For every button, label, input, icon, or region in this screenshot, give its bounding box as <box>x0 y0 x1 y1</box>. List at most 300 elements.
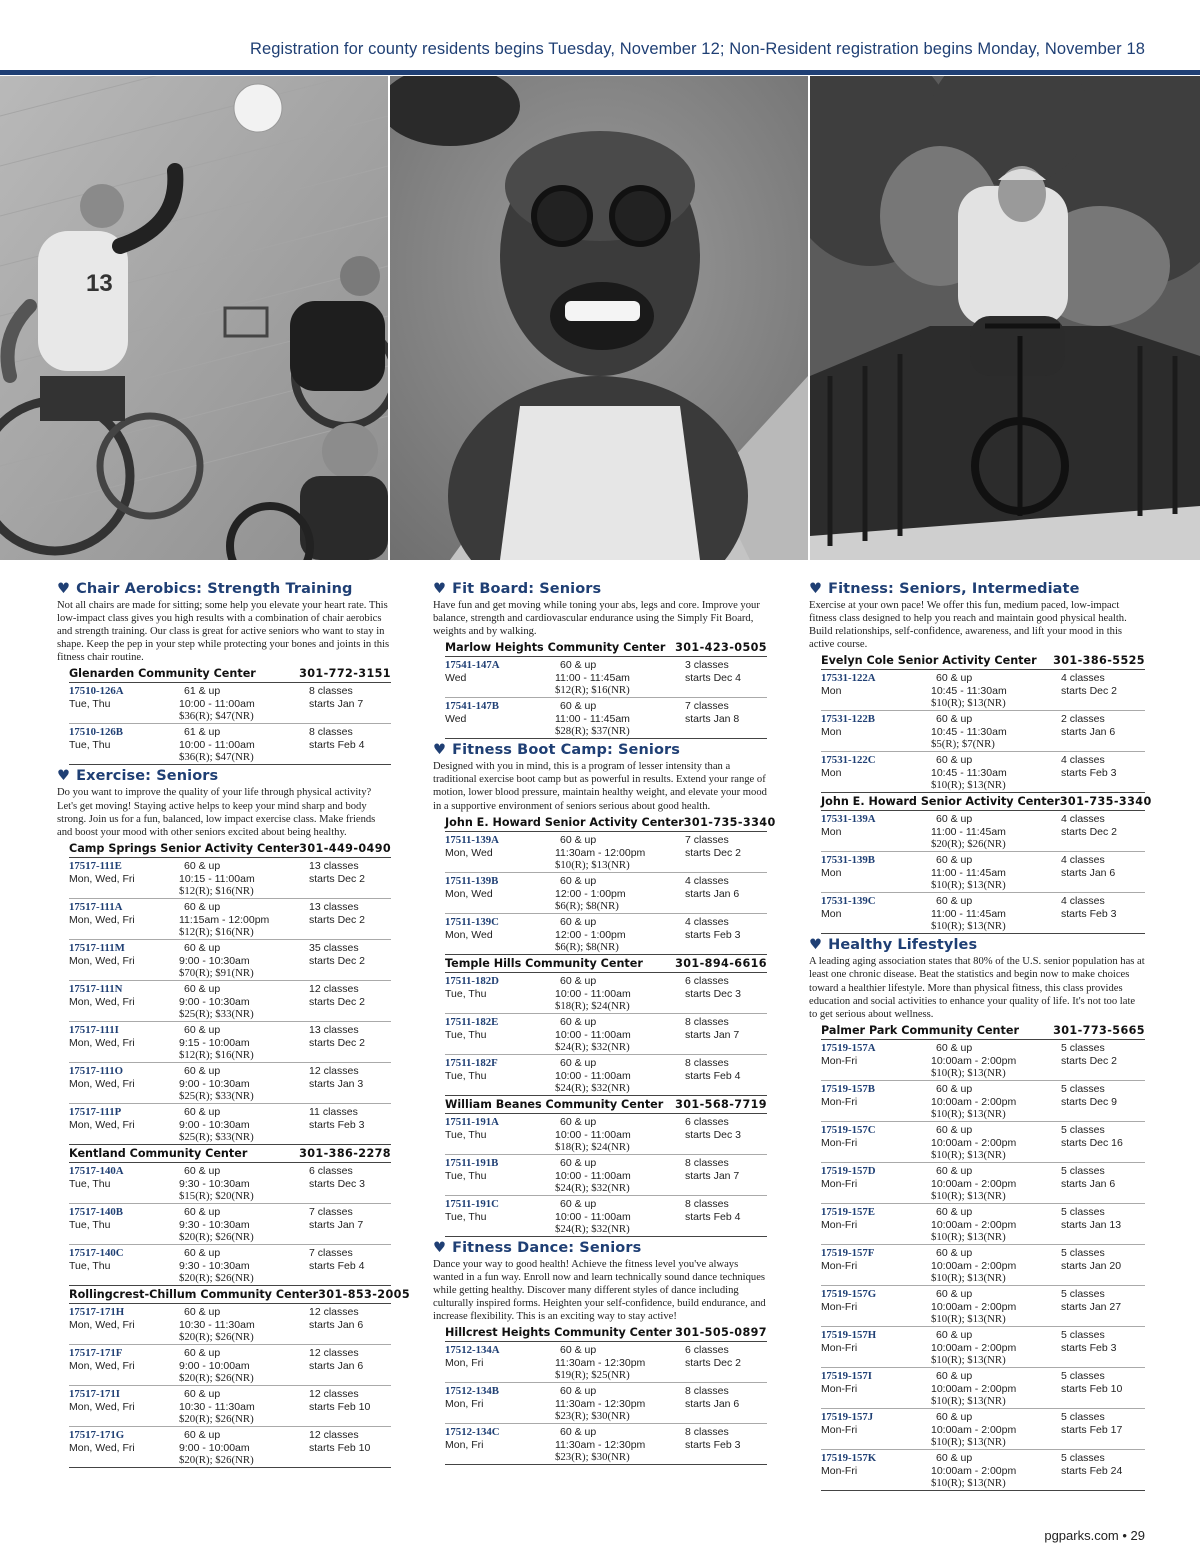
class-days: Mon-Fri <box>821 1423 858 1436</box>
class-row <box>69 940 391 981</box>
class-start: starts Feb 4 <box>309 739 365 752</box>
venue-phone: 301-735-3340 <box>683 815 776 829</box>
class-start: starts Dec 4 <box>685 672 742 685</box>
section-title <box>433 581 767 597</box>
class-row <box>69 1386 391 1427</box>
class-count: 8 classes <box>309 685 353 698</box>
class-time: 10:00 - 11:00am <box>555 1210 631 1223</box>
class-age: 60 & up <box>184 1064 221 1077</box>
venue-block <box>69 840 391 1145</box>
class-fee: $19(R); $25(NR) <box>555 1369 630 1382</box>
venue-block <box>69 665 391 765</box>
class-time: 10:30 - 11:30am <box>179 1318 255 1331</box>
class-code[interactable]: 17511-191C <box>445 1197 499 1210</box>
class-time: 12:00 - 1:00pm <box>555 887 626 900</box>
class-count: 12 classes <box>309 982 359 995</box>
class-age: 60 & up <box>184 1164 221 1177</box>
class-age: 60 & up <box>560 1115 597 1128</box>
class-time: 9:00 - 10:00am <box>179 1441 250 1454</box>
class-code[interactable]: 17517-171F <box>69 1346 123 1359</box>
class-list <box>69 1163 391 1286</box>
class-time: 11:30am - 12:30pm <box>555 1398 646 1411</box>
venue-header <box>445 639 767 657</box>
section-title-text: Fit Board: Seniors <box>452 581 602 597</box>
class-start: starts Jan 7 <box>309 698 364 711</box>
venue-block <box>445 955 767 1096</box>
class-days: Mon, Wed, Fri <box>69 1441 135 1454</box>
class-code[interactable]: 17519-157I <box>821 1369 872 1382</box>
class-fee: $23(R); $30(NR) <box>555 1410 630 1423</box>
class-days: Mon, Wed <box>445 887 493 900</box>
class-section <box>809 581 1152 934</box>
class-code[interactable]: 17510-126A <box>69 685 124 698</box>
venue-name: Kentland Community Center <box>69 1146 248 1160</box>
class-days: Tue, Thu <box>445 1128 487 1141</box>
class-fee: $24(R); $32(NR) <box>555 1040 630 1053</box>
class-age: 60 & up <box>560 659 597 672</box>
class-row <box>445 1424 767 1465</box>
class-fee: $20(R); $26(NR) <box>931 838 1006 851</box>
class-time: 10:00 - 11:00am <box>179 739 255 752</box>
class-code[interactable]: 17519-157G <box>821 1287 877 1300</box>
class-time: 10:00am - 2:00pm <box>931 1177 1017 1190</box>
class-time: 10:00 - 11:00am <box>555 1028 631 1041</box>
class-row <box>445 1114 767 1155</box>
class-code[interactable]: 17511-139B <box>445 874 499 887</box>
venue-header <box>445 1096 767 1114</box>
class-time: 9:30 - 10:30am <box>179 1218 250 1231</box>
class-start: starts Jan 6 <box>685 1398 740 1411</box>
heart-icon: ♥ <box>57 581 71 597</box>
class-age: 60 & up <box>936 1164 973 1177</box>
class-time: 11:30am - 12:30pm <box>555 1439 646 1452</box>
class-row <box>821 852 1145 893</box>
class-days: Tue, Thu <box>445 1169 487 1182</box>
class-age: 60 & up <box>936 1246 973 1259</box>
class-code[interactable]: 17531-139C <box>821 895 876 908</box>
class-count: 5 classes <box>1061 1123 1105 1136</box>
class-age: 60 & up <box>560 1385 597 1398</box>
class-time: 10:30 - 11:30am <box>179 1400 255 1413</box>
class-row <box>445 973 767 1014</box>
class-start: starts Jan 13 <box>1061 1218 1122 1231</box>
class-start: starts Dec 3 <box>309 1177 366 1190</box>
class-days: Tue, Thu <box>69 1218 111 1231</box>
class-time: 11:00 - 11:45am <box>555 713 630 726</box>
heart-icon: ♥ <box>57 768 71 785</box>
class-code[interactable]: 17519-157A <box>821 1041 876 1054</box>
class-days: Tue, Thu <box>69 698 111 711</box>
venue-header <box>821 652 1145 670</box>
section-description: Have fun and get moving while toning your abs, legs and core. Improve your balance, strength and cardiovascular endurance using the Simply Fit Board, weights and by walking. <box>433 600 760 638</box>
class-count: 4 classes <box>685 874 729 887</box>
venue-name: William Beanes Community Center <box>445 1097 664 1111</box>
class-count: 8 classes <box>685 1426 729 1439</box>
class-time: 11:15am - 12:00pm <box>179 913 270 926</box>
class-row <box>821 1409 1145 1450</box>
column-2 <box>433 578 776 1465</box>
class-days: Tue, Thu <box>445 987 487 1000</box>
class-time: 10:00am - 2:00pm <box>931 1218 1017 1231</box>
class-code[interactable]: 17519-157D <box>821 1164 876 1177</box>
class-count: 5 classes <box>1061 1410 1105 1423</box>
class-time: 11:00 - 11:45am <box>931 826 1006 839</box>
class-days: Mon, Wed, Fri <box>69 872 135 885</box>
class-days: Mon, Fri <box>445 1398 484 1411</box>
venue-block <box>445 639 767 739</box>
venue-phone: 301-772-3151 <box>299 667 391 681</box>
class-fee: $24(R); $32(NR) <box>555 1081 630 1094</box>
class-days: Mon, Wed, Fri <box>69 1359 135 1372</box>
class-time: 9:00 - 10:30am <box>179 1077 250 1090</box>
venue-phone: 301-386-2278 <box>299 1146 391 1160</box>
column-3 <box>809 578 1152 1491</box>
class-count: 8 classes <box>685 1056 729 1069</box>
class-section <box>433 581 767 739</box>
class-age: 60 & up <box>184 1246 221 1259</box>
class-code[interactable]: 17531-122B <box>821 713 875 726</box>
venue-header <box>821 1022 1145 1040</box>
class-time: 10:00am - 2:00pm <box>931 1054 1017 1067</box>
class-code[interactable]: 17531-139A <box>821 813 876 826</box>
class-code[interactable]: 17519-157E <box>821 1205 875 1218</box>
class-code[interactable]: 17519-157H <box>821 1328 877 1341</box>
class-time: 11:30am - 12:30pm <box>555 1357 646 1370</box>
class-code[interactable]: 17517-111E <box>69 859 122 872</box>
venue-block <box>445 1096 767 1237</box>
class-start: starts Jan 7 <box>685 1169 740 1182</box>
class-fee: $20(R); $26(NR) <box>179 1371 254 1384</box>
venue-block <box>69 1286 411 1468</box>
class-age: 60 & up <box>936 672 973 685</box>
section-description: Not all chairs are made for sitting; some help you elevate your heart rate. This low-impact class gives you high results with a combination of chair aerobics and strength training. Our class is great for active seniors who want to stay in shape. Keep the pep in your step while protecting your bones and joints in this fitness chair routine. <box>57 600 390 664</box>
class-time: 10:45 - 11:30am <box>931 767 1007 780</box>
class-count: 5 classes <box>1061 1246 1105 1259</box>
class-fee: $12(R); $16(NR) <box>555 684 630 697</box>
class-code[interactable]: 17510-126B <box>69 726 123 739</box>
class-time: 10:00 - 11:00am <box>179 698 255 711</box>
class-row <box>821 1122 1145 1163</box>
section-description: Dance your way to good health! Achieve the fitness level you've always wanted in a fun way. Enroll now and learn technically sound dance techniques while getting healthy. Discover many different styles of dance including culturally inspired forms. Heighten your self-confidence, build endurance, and increase flexibility. This is an exciting way to stay active! <box>433 1258 766 1323</box>
class-fee: $10(R); $13(NR) <box>931 1353 1006 1366</box>
class-row <box>445 1383 767 1424</box>
class-count: 5 classes <box>1061 1082 1105 1095</box>
heart-icon: ♥ <box>433 742 447 759</box>
class-code[interactable]: 17512-134C <box>445 1426 500 1439</box>
section-title-text: Fitness: Seniors, Intermediate <box>828 581 1080 597</box>
class-row <box>69 981 391 1022</box>
class-start: starts Dec 2 <box>685 1357 742 1370</box>
class-age: 60 & up <box>560 974 597 987</box>
class-start: starts Feb 10 <box>309 1400 371 1413</box>
svg-text:13: 13 <box>86 270 113 297</box>
class-fee: $10(R); $13(NR) <box>931 1189 1006 1202</box>
class-row <box>445 1155 767 1196</box>
class-code[interactable]: 17517-140B <box>69 1205 123 1218</box>
class-days: Mon <box>821 767 842 780</box>
class-age: 60 & up <box>936 1082 973 1095</box>
class-count: 13 classes <box>309 859 359 872</box>
venue-header <box>69 665 391 683</box>
class-start: starts Dec 3 <box>685 1128 742 1141</box>
class-row <box>445 657 767 698</box>
class-code[interactable]: 17512-134A <box>445 1344 500 1357</box>
class-time: 10:00 - 11:00am <box>555 1069 631 1082</box>
venue-block <box>445 814 776 955</box>
class-start: starts Jan 7 <box>309 1218 364 1231</box>
class-count: 8 classes <box>685 1015 729 1028</box>
venue-name: Glenarden Community Center <box>69 667 256 681</box>
class-fee: $10(R); $13(NR) <box>555 858 630 871</box>
class-days: Mon, Fri <box>445 1439 484 1452</box>
class-age: 60 & up <box>936 713 973 726</box>
class-count: 5 classes <box>1061 1041 1105 1054</box>
class-code[interactable]: 17511-191A <box>445 1115 499 1128</box>
class-start: starts Dec 2 <box>685 846 742 859</box>
section-title <box>57 768 391 784</box>
class-time: 10:00am - 2:00pm <box>931 1464 1017 1477</box>
class-code[interactable]: 17531-122C <box>821 754 876 767</box>
class-age: 60 & up <box>560 874 597 887</box>
class-row <box>69 1063 391 1104</box>
class-count: 8 classes <box>685 1197 729 1210</box>
class-row <box>445 1196 767 1237</box>
class-time: 10:00 - 11:00am <box>555 1169 631 1182</box>
class-count: 12 classes <box>309 1387 359 1400</box>
venue-block <box>821 793 1152 934</box>
class-count: 4 classes <box>1061 672 1105 685</box>
class-fee: $10(R); $13(NR) <box>931 1148 1006 1161</box>
class-row <box>445 1014 767 1055</box>
class-code[interactable]: 17517-140C <box>69 1246 124 1259</box>
class-days: Mon, Wed, Fri <box>69 995 135 1008</box>
class-age: 60 & up <box>936 813 973 826</box>
class-row <box>445 1342 767 1383</box>
class-code[interactable]: 17531-122A <box>821 672 876 685</box>
class-fee: $25(R); $33(NR) <box>179 1130 254 1143</box>
class-row <box>69 683 391 724</box>
class-fee: $25(R); $33(NR) <box>179 1089 254 1102</box>
class-days: Mon-Fri <box>821 1054 858 1067</box>
class-count: 6 classes <box>309 1164 353 1177</box>
class-code[interactable]: 17511-139A <box>445 833 499 846</box>
venue-name: Temple Hills Community Center <box>445 956 643 970</box>
class-fee: $5(R); $7(NR) <box>931 738 995 751</box>
class-age: 60 & up <box>560 833 597 846</box>
class-row <box>69 724 391 765</box>
section-title-text: Chair Aerobics: Strength Training <box>76 581 353 597</box>
class-count: 5 classes <box>1061 1451 1105 1464</box>
class-start: starts Dec 2 <box>1061 1054 1118 1067</box>
class-time: 10:00 - 11:00am <box>555 1128 631 1141</box>
class-start: starts Jan 6 <box>1061 867 1116 880</box>
class-age: 60 & up <box>560 1426 597 1439</box>
venue-block <box>821 652 1145 793</box>
venue-block <box>69 1145 391 1286</box>
class-start: starts Feb 10 <box>1061 1382 1123 1395</box>
class-code[interactable]: 17519-157K <box>821 1451 877 1464</box>
class-count: 13 classes <box>309 900 359 913</box>
section-description: Designed with you in mind, this is a program of lesser intensity than a traditional exercise boot camp but as powerful in results. Extend your range of motion, lower blood pressure, maintain healthy weight, and elevate your mood in a supportive environment of seniors serious about good health. <box>433 761 767 812</box>
class-fee: $10(R); $13(NR) <box>931 1230 1006 1243</box>
class-row <box>69 1022 391 1063</box>
page-footer: pgparks.com • 29 <box>1044 1528 1145 1543</box>
class-start: starts Dec 2 <box>309 1036 366 1049</box>
heart-icon: ♥ <box>809 937 823 954</box>
class-age: 60 & up <box>936 754 973 767</box>
class-code[interactable]: 17512-134B <box>445 1385 499 1398</box>
section-description: Do you want to improve the quality of your life through physical activity? Let's get moving! Staying active helps to keep your mind sharp and body strong. Join us for a fun, balanced, low impact exercise class. Make friends and boost your mood with other seniors excited about being healthy. <box>57 787 376 838</box>
class-row <box>821 1286 1145 1327</box>
class-code[interactable]: 17519-157C <box>821 1123 876 1136</box>
class-start: starts Feb 3 <box>309 1118 365 1131</box>
class-row <box>821 752 1145 793</box>
class-fee: $70(R); $91(NR) <box>179 966 254 979</box>
class-row <box>69 858 391 899</box>
cyclist-bridge-photo <box>810 76 1200 560</box>
class-code[interactable]: 17541-147B <box>445 700 499 713</box>
class-start: starts Dec 3 <box>685 987 742 1000</box>
class-code[interactable]: 17511-139C <box>445 915 499 928</box>
class-start: starts Feb 10 <box>309 1441 371 1454</box>
class-count: 2 classes <box>1061 713 1105 726</box>
class-age: 60 & up <box>560 915 597 928</box>
class-days: Tue, Thu <box>69 739 111 752</box>
venue-phone: 301-853-2005 <box>318 1287 411 1301</box>
class-code[interactable]: 17511-182D <box>445 974 499 987</box>
class-count: 35 classes <box>309 941 359 954</box>
class-count: 13 classes <box>309 1023 359 1036</box>
venue-phone: 301-894-6616 <box>675 956 767 970</box>
venue-name: Evelyn Cole Senior Activity Center <box>821 654 1037 668</box>
class-fee: $10(R); $13(NR) <box>931 1312 1006 1325</box>
class-count: 4 classes <box>1061 813 1105 826</box>
class-time: 11:00 - 11:45am <box>555 672 630 685</box>
venue-name: Rollingcrest-Chillum Community Center <box>69 1287 319 1301</box>
class-days: Tue, Thu <box>445 1028 487 1041</box>
class-age: 60 & up <box>936 1328 973 1341</box>
class-time: 10:00am - 2:00pm <box>931 1095 1017 1108</box>
class-code[interactable]: 17517-111I <box>69 1023 119 1036</box>
class-age: 60 & up <box>936 1369 973 1382</box>
class-section <box>57 581 391 765</box>
class-code[interactable]: 17517-171G <box>69 1428 125 1441</box>
class-code[interactable]: 17517-111M <box>69 941 125 954</box>
class-section <box>433 742 776 1236</box>
class-age: 60 & up <box>936 1287 973 1300</box>
class-days: Mon <box>821 685 842 698</box>
class-code[interactable]: 17531-139B <box>821 854 875 867</box>
venue-name: John E. Howard Senior Activity Center <box>445 815 684 829</box>
class-time: 9:00 - 10:30am <box>179 1118 250 1131</box>
class-fee: $10(R); $13(NR) <box>931 1476 1006 1489</box>
class-code[interactable]: 17511-191B <box>445 1156 499 1169</box>
class-code[interactable]: 17511-182F <box>445 1056 498 1069</box>
class-age: 60 & up <box>184 1205 221 1218</box>
class-code[interactable]: 17517-111O <box>69 1064 123 1077</box>
class-fee: $20(R); $26(NR) <box>179 1230 254 1243</box>
column-1 <box>57 578 411 1468</box>
class-fee: $12(R); $16(NR) <box>179 884 254 897</box>
class-count: 7 classes <box>685 700 729 713</box>
class-age: 60 & up <box>936 1123 973 1136</box>
class-count: 6 classes <box>685 974 729 987</box>
class-days: Mon <box>821 826 842 839</box>
class-start: starts Feb 4 <box>685 1210 741 1223</box>
venue-phone: 301-449-0490 <box>299 841 392 855</box>
class-days: Mon <box>821 867 842 880</box>
class-code[interactable]: 17511-182E <box>445 1015 499 1028</box>
class-row <box>821 1040 1145 1081</box>
venue-block <box>445 1324 767 1465</box>
class-list <box>69 858 391 1145</box>
class-code[interactable]: 17517-111A <box>69 900 123 913</box>
class-age: 60 & up <box>936 1410 973 1423</box>
class-code[interactable]: 17517-171I <box>69 1387 120 1400</box>
class-list <box>445 657 767 739</box>
class-start: starts Jan 7 <box>685 1028 740 1041</box>
class-time: 11:00 - 11:45am <box>931 908 1006 921</box>
class-count: 7 classes <box>309 1246 353 1259</box>
page-banner <box>0 0 1200 70</box>
class-days: Mon, Wed <box>445 928 493 941</box>
class-fee: $10(R); $13(NR) <box>931 879 1006 892</box>
class-code[interactable]: 17517-111P <box>69 1105 122 1118</box>
class-fee: $18(R); $24(NR) <box>555 1140 630 1153</box>
class-fee: $24(R); $32(NR) <box>555 1181 630 1194</box>
class-code[interactable]: 17517-140A <box>69 1164 124 1177</box>
section-title <box>433 742 767 758</box>
class-start: starts Feb 4 <box>309 1259 365 1272</box>
class-code[interactable]: 17517-171H <box>69 1305 125 1318</box>
class-age: 60 & up <box>936 1205 973 1218</box>
class-code[interactable]: 17517-111N <box>69 982 123 995</box>
class-fee: $18(R); $24(NR) <box>555 999 630 1012</box>
class-start: starts Jan 6 <box>685 887 740 900</box>
class-row <box>69 1204 391 1245</box>
class-code[interactable]: 17519-157J <box>821 1410 874 1423</box>
class-code[interactable]: 17519-157F <box>821 1246 875 1259</box>
class-days: Tue, Thu <box>69 1177 111 1190</box>
class-list <box>821 670 1145 793</box>
class-list <box>445 1114 767 1237</box>
class-days: Mon, Wed, Fri <box>69 1118 135 1131</box>
class-time: 9:30 - 10:30am <box>179 1177 250 1190</box>
heart-icon: ♥ <box>433 581 447 597</box>
venue-header <box>69 1286 411 1304</box>
class-section <box>809 937 1145 1490</box>
class-row <box>821 711 1145 752</box>
class-code[interactable]: 17519-157B <box>821 1082 875 1095</box>
class-age: 60 & up <box>560 1156 597 1169</box>
class-start: starts Dec 2 <box>309 872 366 885</box>
class-time: 10:00am - 2:00pm <box>931 1423 1017 1436</box>
class-code[interactable]: 17541-147A <box>445 659 500 672</box>
class-count: 5 classes <box>1061 1205 1105 1218</box>
class-row <box>69 1104 391 1145</box>
class-start: starts Jan 6 <box>309 1359 364 1372</box>
class-fee: $10(R); $13(NR) <box>931 1271 1006 1284</box>
class-fee: $10(R); $13(NR) <box>931 779 1006 792</box>
class-days: Mon-Fri <box>821 1136 858 1149</box>
class-count: 12 classes <box>309 1428 359 1441</box>
class-fee: $10(R); $13(NR) <box>931 697 1006 710</box>
class-count: 3 classes <box>685 659 729 672</box>
class-start: starts Feb 3 <box>1061 908 1117 921</box>
class-row <box>69 1427 391 1468</box>
class-time: 9:00 - 10:30am <box>179 995 250 1008</box>
class-list <box>445 973 767 1096</box>
